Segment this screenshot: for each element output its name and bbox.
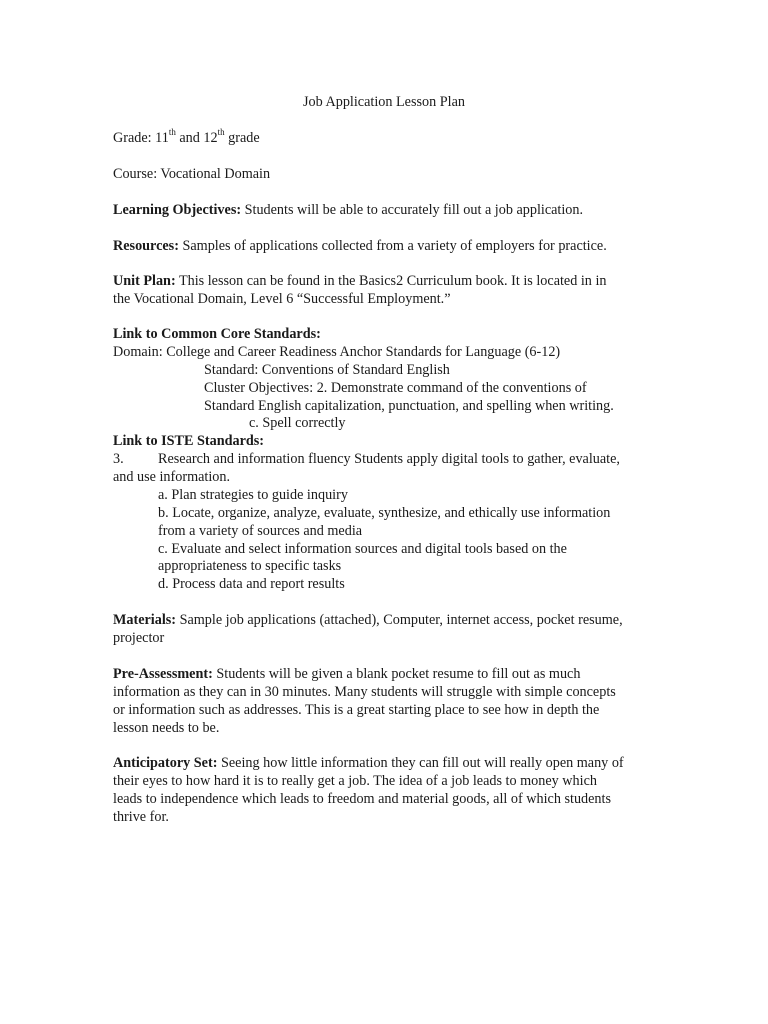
learning-objectives-label: Learning Objectives: (113, 202, 242, 218)
iste-item: d. Process data and report results (158, 576, 345, 592)
grade-tail: grade (224, 130, 260, 146)
unit-plan-text-1: This lesson can be found in the Basics2 Curriculum book. It is located in in (175, 273, 607, 289)
iste-line-2: and use information. (113, 469, 231, 485)
common-core-domain: Domain: College and Career Readiness Anchor Standards for Language (6-12) (113, 344, 561, 360)
grade-label: Grade: 11 (113, 130, 169, 146)
common-core-cluster-2: Standard English capitalization, punctuation, and spelling when writing. (204, 398, 614, 414)
course-line: Course: Vocational Domain (113, 166, 271, 182)
anticipatory-set-line-2: their eyes to how hard it is to really get a job. The idea of a job leads to money which (113, 773, 597, 789)
common-core-standard: Standard: Conventions of Standard English (204, 362, 450, 378)
pre-assessment-text-1: Students will be given a blank pocket resume to fill out as much (212, 666, 581, 682)
anticipatory-set-line-4: thrive for. (113, 809, 169, 825)
materials-text-1: Sample job applications (attached), Computer, internet access, pocket resume, (176, 612, 623, 628)
anticipatory-set-line-1 (113, 755, 624, 772)
anticipatory-set-line-3: leads to independence which leads to freedom and material goods, all of which students (113, 791, 611, 807)
grade-middle: and 12 (175, 130, 218, 146)
resources-text: Samples of applications collected from a variety of employers for practice. (178, 238, 607, 254)
iste-item: b. Locate, organize, analyze, evaluate, synthesize, and ethically use information (158, 505, 611, 521)
materials-line-2: projector (113, 630, 165, 646)
iste-item: from a variety of sources and media (158, 523, 363, 539)
resources-label: Resources: (113, 238, 179, 254)
unit-plan-label: Unit Plan: (113, 273, 176, 289)
anticipatory-set-text-1: Seeing how little information they can fill out will really open many of (217, 755, 624, 771)
common-core-cluster-1: Cluster Objectives: 2. Demonstrate command of the conventions of (204, 380, 587, 396)
common-core-heading (113, 326, 321, 343)
iste-line-1: Research and information fluency Students apply digital tools to gather, evaluate, (158, 451, 620, 467)
pre-assessment-line-3: or information such as addresses. This is a great starting place to see how in depth the (113, 702, 600, 718)
grade-sup-1: th (168, 127, 176, 138)
iste-heading-text: Link to ISTE Standards: (113, 433, 264, 449)
resources-line (113, 238, 607, 255)
grade-line (113, 127, 260, 147)
materials-label: Materials: (113, 612, 177, 628)
iste-item: c. Evaluate and select information sources and digital tools based on the (158, 541, 567, 557)
pre-assessment-line-4: lesson needs to be. (113, 720, 220, 736)
iste-item: appropriateness to specific tasks (158, 558, 342, 574)
learning-objectives-text: Students will be able to accurately fill out a job application. (241, 202, 584, 218)
learning-objectives-line (113, 202, 583, 219)
materials-line-1 (113, 612, 623, 629)
pre-assessment-label: Pre-Assessment: (113, 666, 213, 682)
pre-assessment-line-1 (113, 666, 580, 683)
common-core-sub-c: c. Spell correctly (249, 415, 346, 431)
anticipatory-set-label: Anticipatory Set: (113, 755, 218, 771)
iste-heading (113, 433, 264, 450)
unit-plan-line-2: the Vocational Domain, Level 6 “Successful Employment.” (113, 291, 451, 307)
iste-number: 3. (113, 451, 124, 467)
common-core-heading-text: Link to Common Core Standards: (113, 326, 321, 342)
unit-plan-line-1 (113, 273, 607, 290)
document-title: Job Application Lesson Plan (303, 94, 465, 110)
grade-sup-2: th (217, 127, 225, 138)
iste-item: a. Plan strategies to guide inquiry (158, 487, 348, 503)
pre-assessment-line-2: information as they can in 30 minutes. Many students will struggle with simple concepts (113, 684, 616, 700)
